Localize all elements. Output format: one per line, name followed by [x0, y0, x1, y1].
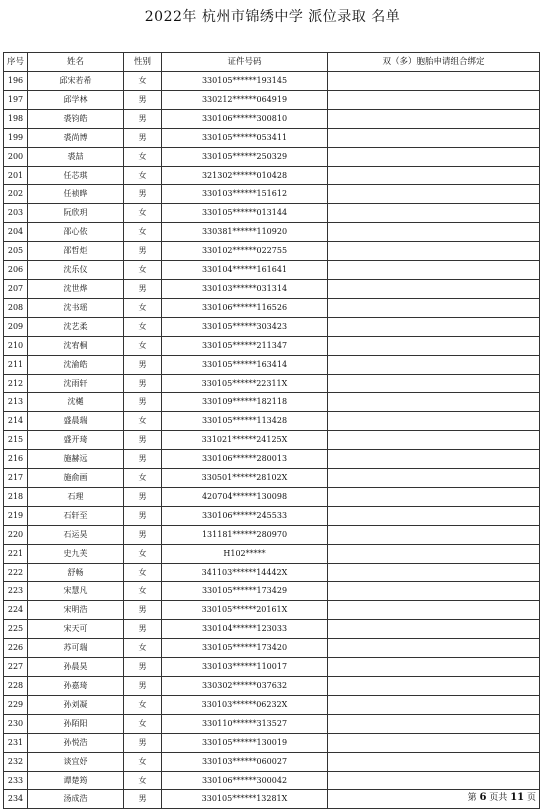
table-row — [4, 506, 540, 525]
cell-id: 330105******250329 — [162, 147, 328, 166]
cell-id: 321302******010428 — [162, 166, 328, 185]
cell-gender: 女 — [124, 771, 162, 790]
cell-index: 219 — [4, 506, 28, 525]
cell-twins — [328, 109, 540, 128]
footer-total-pages: 11 — [510, 792, 525, 803]
cell-id: 330106******280013 — [162, 450, 328, 469]
footer-mid: 页共 — [489, 793, 508, 803]
table-row — [4, 317, 540, 336]
cell-id: 330106******245533 — [162, 506, 328, 525]
cell-twins — [328, 620, 540, 639]
cell-twins — [328, 658, 540, 677]
table-row — [4, 695, 540, 714]
cell-index: 206 — [4, 261, 28, 280]
cell-index: 197 — [4, 90, 28, 109]
cell-twins — [328, 279, 540, 298]
cell-twins — [328, 733, 540, 752]
table-row — [4, 771, 540, 790]
cell-name: 沈艺柔 — [28, 317, 124, 336]
cell-id: 330105******173420 — [162, 639, 328, 658]
cell-id: 330104******161641 — [162, 261, 328, 280]
cell-name: 邱宋若希 — [28, 72, 124, 91]
cell-twins — [328, 242, 540, 261]
cell-name: 阮欣玥 — [28, 204, 124, 223]
cell-twins — [328, 525, 540, 544]
table-row — [4, 544, 540, 563]
table-row — [4, 109, 540, 128]
cell-twins — [328, 506, 540, 525]
cell-id: 330103******06232X — [162, 695, 328, 714]
cell-gender: 女 — [124, 544, 162, 563]
cell-gender: 男 — [124, 487, 162, 506]
cell-id: 330105******113428 — [162, 412, 328, 431]
cell-index: 199 — [4, 128, 28, 147]
cell-index: 200 — [4, 147, 28, 166]
cell-gender: 男 — [124, 620, 162, 639]
cell-twins — [328, 431, 540, 450]
cell-twins — [328, 695, 540, 714]
cell-index: 208 — [4, 298, 28, 317]
cell-name: 孙晨昊 — [28, 658, 124, 677]
cell-index: 234 — [4, 790, 28, 809]
cell-twins — [328, 582, 540, 601]
cell-gender: 女 — [124, 563, 162, 582]
cell-name: 沈书瑶 — [28, 298, 124, 317]
cell-gender: 男 — [124, 790, 162, 809]
cell-index: 221 — [4, 544, 28, 563]
cell-twins — [328, 752, 540, 771]
cell-index: 220 — [4, 525, 28, 544]
cell-name: 谈宜妤 — [28, 752, 124, 771]
cell-id: 330105******173429 — [162, 582, 328, 601]
table-row — [4, 166, 540, 185]
cell-index: 228 — [4, 677, 28, 696]
col-header-id: 证件号码 — [162, 53, 328, 72]
cell-twins — [328, 450, 540, 469]
cell-id: 330106******300810 — [162, 109, 328, 128]
cell-name: 史九芙 — [28, 544, 124, 563]
cell-gender: 男 — [124, 355, 162, 374]
cell-index: 223 — [4, 582, 28, 601]
cell-id: 131181******280970 — [162, 525, 328, 544]
cell-id: 330105******013144 — [162, 204, 328, 223]
cell-twins — [328, 223, 540, 242]
cell-gender: 女 — [124, 147, 162, 166]
cell-name: 沈世烨 — [28, 279, 124, 298]
cell-id: 330103******110017 — [162, 658, 328, 677]
cell-gender: 男 — [124, 374, 162, 393]
table-row — [4, 450, 540, 469]
cell-id: 330106******116526 — [162, 298, 328, 317]
table-row — [4, 374, 540, 393]
cell-name: 任祯晔 — [28, 185, 124, 204]
cell-index: 213 — [4, 393, 28, 412]
cell-index: 232 — [4, 752, 28, 771]
cell-name: 盛晨瑞 — [28, 412, 124, 431]
cell-index: 196 — [4, 72, 28, 91]
cell-id: H102***** — [162, 544, 328, 563]
cell-twins — [328, 601, 540, 620]
table-row — [4, 298, 540, 317]
cell-gender: 男 — [124, 450, 162, 469]
cell-gender: 女 — [124, 639, 162, 658]
cell-name: 宋慧凡 — [28, 582, 124, 601]
cell-twins — [328, 487, 540, 506]
cell-id: 330109******182118 — [162, 393, 328, 412]
table-row — [4, 128, 540, 147]
table-row — [4, 601, 540, 620]
table-row — [4, 355, 540, 374]
cell-id: 330105******053411 — [162, 128, 328, 147]
cell-twins — [328, 771, 540, 790]
cell-twins — [328, 563, 540, 582]
table-row — [4, 185, 540, 204]
cell-twins — [328, 336, 540, 355]
cell-id: 330103******151612 — [162, 185, 328, 204]
table-row — [4, 469, 540, 488]
cell-index: 231 — [4, 733, 28, 752]
cell-name: 沈宥桐 — [28, 336, 124, 355]
cell-id: 330103******031314 — [162, 279, 328, 298]
cell-index: 209 — [4, 317, 28, 336]
cell-gender: 男 — [124, 185, 162, 204]
table-row — [4, 336, 540, 355]
cell-name: 宋天可 — [28, 620, 124, 639]
cell-id: 330105******20161X — [162, 601, 328, 620]
table-row — [4, 90, 540, 109]
col-header-twins: 双（多）胞胎申请组合绑定 — [328, 53, 540, 72]
table-row — [4, 261, 540, 280]
cell-id: 341103******14442X — [162, 563, 328, 582]
cell-name: 孙悦浩 — [28, 733, 124, 752]
cell-gender: 男 — [124, 109, 162, 128]
table-row — [4, 431, 540, 450]
cell-name: 盛开琦 — [28, 431, 124, 450]
cell-index: 202 — [4, 185, 28, 204]
cell-gender: 男 — [124, 677, 162, 696]
footer-page-number: 6 — [479, 792, 487, 803]
cell-twins — [328, 469, 540, 488]
page-title: 2022年 杭州市锦绣中学 派位录取 名单 — [144, 9, 401, 25]
cell-id: 330302******037632 — [162, 677, 328, 696]
footer-prefix: 第 — [467, 793, 477, 803]
cell-id: 330105******22311X — [162, 374, 328, 393]
cell-id: 330105******163414 — [162, 355, 328, 374]
table-row — [4, 147, 540, 166]
cell-name: 任芯琪 — [28, 166, 124, 185]
cell-id: 330110******313527 — [162, 714, 328, 733]
cell-twins — [328, 677, 540, 696]
cell-gender: 男 — [124, 279, 162, 298]
table-row — [4, 752, 540, 771]
table-row — [4, 639, 540, 658]
cell-gender: 男 — [124, 90, 162, 109]
col-header-name: 姓名 — [28, 53, 124, 72]
footer-suffix: 页 — [526, 793, 536, 803]
cell-index: 225 — [4, 620, 28, 639]
cell-gender: 男 — [124, 242, 162, 261]
cell-index: 215 — [4, 431, 28, 450]
cell-gender: 女 — [124, 714, 162, 733]
cell-index: 217 — [4, 469, 28, 488]
table-row — [4, 620, 540, 639]
cell-id: 330105******303423 — [162, 317, 328, 336]
cell-index: 227 — [4, 658, 28, 677]
page-footer — [0, 790, 536, 803]
cell-id: 330106******300042 — [162, 771, 328, 790]
cell-id: 330103******060027 — [162, 752, 328, 771]
cell-gender: 女 — [124, 752, 162, 771]
table-body — [4, 72, 540, 809]
cell-index: 198 — [4, 109, 28, 128]
cell-name: 宋明浩 — [28, 601, 124, 620]
cell-name: 孙刘凝 — [28, 695, 124, 714]
table-row — [4, 525, 540, 544]
cell-index: 211 — [4, 355, 28, 374]
cell-gender: 女 — [124, 412, 162, 431]
cell-id: 330212******064919 — [162, 90, 328, 109]
cell-index: 233 — [4, 771, 28, 790]
cell-name: 施俞画 — [28, 469, 124, 488]
cell-gender: 男 — [124, 431, 162, 450]
cell-twins — [328, 355, 540, 374]
cell-twins — [328, 412, 540, 431]
col-header-index: 序号 — [4, 53, 28, 72]
cell-index: 216 — [4, 450, 28, 469]
cell-name: 孙陌阳 — [28, 714, 124, 733]
table-row — [4, 714, 540, 733]
cell-index: 229 — [4, 695, 28, 714]
cell-id: 331021******24125X — [162, 431, 328, 450]
cell-index: 212 — [4, 374, 28, 393]
cell-gender: 女 — [124, 469, 162, 488]
cell-gender: 男 — [124, 506, 162, 525]
cell-twins — [328, 317, 540, 336]
table-row — [4, 204, 540, 223]
cell-gender: 男 — [124, 658, 162, 677]
cell-id: 330105******13281X — [162, 790, 328, 809]
cell-gender: 女 — [124, 261, 162, 280]
cell-gender: 女 — [124, 336, 162, 355]
table-row — [4, 582, 540, 601]
cell-name: 苏可瑞 — [28, 639, 124, 658]
cell-index: 205 — [4, 242, 28, 261]
cell-id: 330105******193145 — [162, 72, 328, 91]
cell-id: 330105******130019 — [162, 733, 328, 752]
cell-name: 邵心依 — [28, 223, 124, 242]
table-row — [4, 72, 540, 91]
cell-gender: 女 — [124, 204, 162, 223]
cell-name: 裘钧皓 — [28, 109, 124, 128]
cell-twins — [328, 128, 540, 147]
cell-id: 330501******28102X — [162, 469, 328, 488]
cell-index: 204 — [4, 223, 28, 242]
cell-gender: 男 — [124, 393, 162, 412]
cell-name: 谭楚筠 — [28, 771, 124, 790]
cell-name: 邱学林 — [28, 90, 124, 109]
cell-twins — [328, 166, 540, 185]
cell-twins — [328, 544, 540, 563]
table-row — [4, 563, 540, 582]
cell-name: 石轩至 — [28, 506, 124, 525]
cell-index: 222 — [4, 563, 28, 582]
cell-name: 沈樾 — [28, 393, 124, 412]
cell-name: 汤成浩 — [28, 790, 124, 809]
cell-name: 沈渝皓 — [28, 355, 124, 374]
cell-twins — [328, 147, 540, 166]
cell-gender: 女 — [124, 317, 162, 336]
table-row — [4, 412, 540, 431]
cell-index: 210 — [4, 336, 28, 355]
cell-gender: 女 — [124, 298, 162, 317]
table-row — [4, 677, 540, 696]
cell-gender: 女 — [124, 695, 162, 714]
table-row — [4, 242, 540, 261]
cell-twins — [328, 204, 540, 223]
table-row — [4, 393, 540, 412]
cell-twins — [328, 639, 540, 658]
cell-name: 施赫远 — [28, 450, 124, 469]
cell-index: 207 — [4, 279, 28, 298]
cell-index: 230 — [4, 714, 28, 733]
cell-index: 214 — [4, 412, 28, 431]
cell-name: 石运昊 — [28, 525, 124, 544]
cell-twins — [328, 90, 540, 109]
admission-table — [3, 52, 540, 809]
cell-twins — [328, 261, 540, 280]
cell-index: 224 — [4, 601, 28, 620]
cell-twins — [328, 72, 540, 91]
cell-name: 裘尚博 — [28, 128, 124, 147]
cell-name: 裘喆 — [28, 147, 124, 166]
cell-id: 330104******123033 — [162, 620, 328, 639]
cell-index: 201 — [4, 166, 28, 185]
cell-index: 226 — [4, 639, 28, 658]
cell-name: 沈雨轩 — [28, 374, 124, 393]
table-row — [4, 279, 540, 298]
cell-gender: 男 — [124, 525, 162, 544]
cell-twins — [328, 393, 540, 412]
table-row — [4, 223, 540, 242]
cell-twins — [328, 185, 540, 204]
cell-id: 330105******211347 — [162, 336, 328, 355]
cell-id: 420704******130098 — [162, 487, 328, 506]
cell-id: 330102******022755 — [162, 242, 328, 261]
cell-gender: 女 — [124, 582, 162, 601]
table-row — [4, 487, 540, 506]
cell-gender: 女 — [124, 223, 162, 242]
table-header-row — [4, 53, 540, 72]
cell-index: 218 — [4, 487, 28, 506]
cell-name: 石理 — [28, 487, 124, 506]
cell-twins — [328, 298, 540, 317]
col-header-gender: 性别 — [124, 53, 162, 72]
cell-name: 沈乐仪 — [28, 261, 124, 280]
table-row — [4, 733, 540, 752]
cell-gender: 男 — [124, 733, 162, 752]
cell-name: 孙嘉琦 — [28, 677, 124, 696]
cell-twins — [328, 374, 540, 393]
cell-gender: 女 — [124, 166, 162, 185]
cell-gender: 女 — [124, 72, 162, 91]
cell-gender: 男 — [124, 128, 162, 147]
cell-twins — [328, 714, 540, 733]
cell-gender: 男 — [124, 601, 162, 620]
cell-name: 邵哲炬 — [28, 242, 124, 261]
cell-id: 330381******110920 — [162, 223, 328, 242]
cell-index: 203 — [4, 204, 28, 223]
table-row — [4, 658, 540, 677]
cell-name: 舒畅 — [28, 563, 124, 582]
